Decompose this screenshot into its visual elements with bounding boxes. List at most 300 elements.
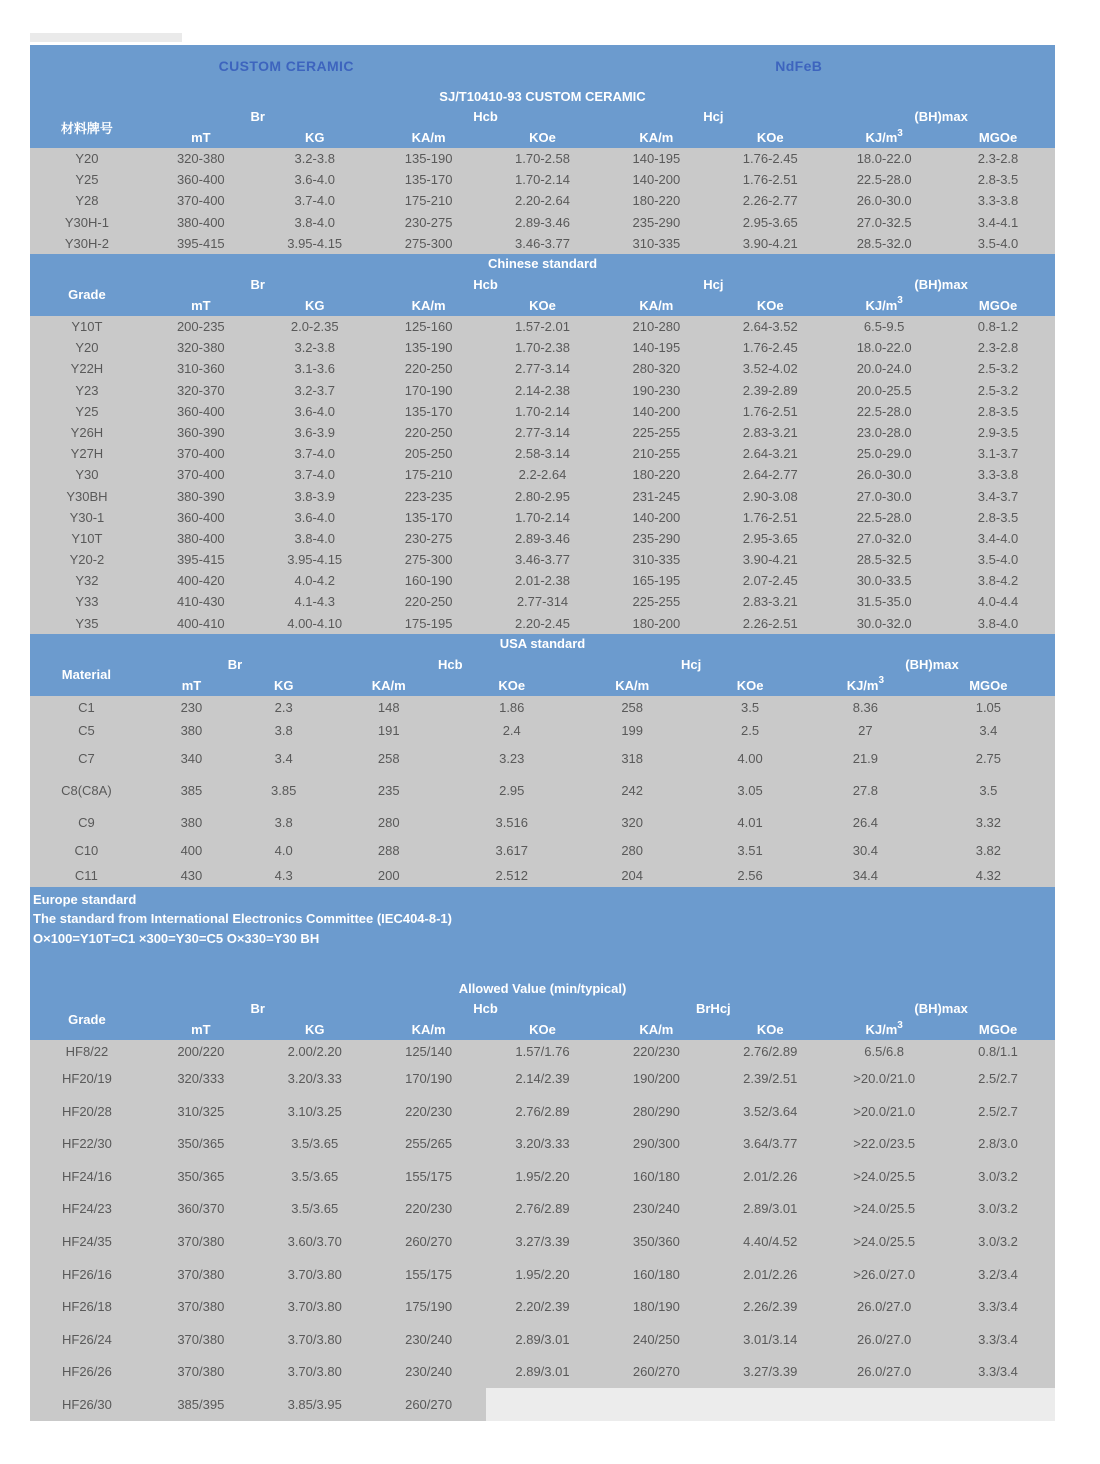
cell: 2.4 (502, 723, 521, 739)
cell: 200/220 (177, 1043, 225, 1059)
cell: 258 (377, 750, 400, 766)
cell: 4.40/4.52 (743, 1234, 798, 1250)
cell: 27 (858, 723, 873, 739)
table-row (30, 1040, 1055, 1062)
cell: 3.70/3.80 (287, 1364, 342, 1380)
cell: 2.76/2.89 (515, 1103, 570, 1119)
cell: 360/370 (177, 1201, 225, 1217)
table-row (30, 169, 1055, 190)
unit-header: mT (181, 677, 202, 693)
cell: 3.5 (741, 699, 760, 715)
table-row (30, 358, 1055, 379)
cell: 3.4 (979, 723, 998, 739)
cell: 3.4-3.7 (977, 488, 1019, 504)
table-row (30, 549, 1055, 570)
table-chinese-standard (30, 254, 1055, 634)
cell: Y25 (75, 403, 99, 419)
cell: 4.01 (737, 814, 763, 830)
cell: 135-170 (404, 172, 453, 188)
cell: 8.36 (852, 699, 879, 715)
cell: 310/325 (177, 1103, 225, 1119)
cell: 3.1-3.6 (294, 361, 335, 377)
cell: 3.4-4.1 (977, 214, 1019, 230)
cell: 3.6-3.9 (294, 424, 335, 440)
table-row (30, 807, 1055, 838)
cell: 4.00 (737, 750, 763, 766)
cell: 3.01/3.14 (743, 1331, 798, 1347)
cell: 3.82 (975, 843, 1002, 859)
cell: 27.0-32.5 (856, 214, 912, 230)
cell: 155/175 (405, 1168, 453, 1184)
cell: 160-190 (404, 573, 453, 589)
cell: C9 (78, 814, 95, 830)
cell: 3.20/3.33 (515, 1136, 570, 1152)
cell: 310-335 (632, 552, 681, 568)
cell (599, 1388, 713, 1421)
cell: >26.0/27.0 (853, 1266, 916, 1282)
table-row (30, 401, 1055, 422)
cell: 3.10/3.25 (287, 1103, 342, 1119)
cell: Y10T (71, 319, 103, 335)
cell: 3.6-4.0 (294, 509, 335, 525)
unit-header: KA/m (411, 1022, 446, 1038)
cell: 4.0-4.4 (977, 594, 1019, 610)
europe-spacer (30, 948, 1055, 978)
unit-header: KA/m (639, 130, 674, 145)
unit-header: KOe (756, 130, 784, 145)
cell: 3.27/3.39 (743, 1364, 798, 1380)
cell: 370/380 (177, 1234, 225, 1250)
cell: 220/230 (632, 1043, 680, 1059)
cell: 26.4 (852, 814, 879, 830)
cell: 148 (377, 699, 400, 715)
cell: 22.5-28.0 (856, 403, 912, 419)
table-row (30, 148, 1055, 169)
cell: 230/240 (405, 1364, 453, 1380)
cell: 280 (621, 843, 644, 859)
cell: 230-275 (404, 214, 453, 230)
cell: 199 (621, 723, 644, 739)
cell: 6.5-9.5 (863, 319, 905, 335)
cell: 3.2/3.4 (978, 1266, 1018, 1282)
table-row (30, 190, 1055, 211)
cell: 3.1-3.7 (977, 446, 1019, 462)
cell: 23.0-28.0 (856, 424, 912, 440)
cell: 3.8-4.0 (294, 530, 335, 546)
cell: HF24/23 (62, 1201, 112, 1217)
cell: 1.76-2.51 (742, 509, 798, 525)
cell: 2.07-2.45 (742, 573, 798, 589)
cell: HF26/16 (62, 1266, 112, 1282)
table-row (30, 613, 1055, 634)
europe-equivalence-line: O×100=Y10T=C1 ×300=Y30=C5 O×330=Y30 BH (33, 930, 320, 946)
cell: 191 (377, 723, 400, 739)
cell: 125-160 (404, 319, 453, 335)
cell: 3.7-4.0 (294, 467, 335, 483)
cell: >20.0/21.0 (853, 1071, 916, 1087)
table-row (30, 1193, 1055, 1226)
cell: 385 (180, 782, 203, 798)
cell: 3.90-4.21 (742, 552, 798, 568)
table-row (30, 507, 1055, 528)
cell: 2.26-2.51 (742, 615, 798, 631)
cell: 1.76-2.51 (742, 172, 798, 188)
cell: Y30H-2 (64, 235, 109, 251)
cell: 340 (180, 750, 203, 766)
cell: 360-400 (176, 509, 225, 525)
table-header (30, 86, 1055, 148)
unit-header: KJ/m $^3$ (865, 295, 903, 313)
cell: 2.95 (499, 782, 525, 798)
cell: 3.64/3.77 (743, 1136, 798, 1152)
cell: 2.01-2.38 (515, 573, 570, 589)
cell: C5 (78, 723, 95, 739)
unit-header: MGOe (978, 297, 1018, 313)
cell: 370/380 (177, 1266, 225, 1282)
cell: Y23 (75, 382, 99, 398)
cell: Y20 (75, 151, 99, 167)
table-row (30, 1095, 1055, 1128)
cell: 3.0/3.2 (978, 1168, 1018, 1184)
cell: 2.95-3.65 (742, 530, 798, 546)
cell: 280 (377, 814, 400, 830)
cell: 2.39/2.51 (743, 1071, 798, 1087)
cell: 3.52-4.02 (742, 361, 798, 377)
cell (827, 1388, 941, 1421)
unit-header: KJ/m $^3$ (846, 675, 885, 693)
cell: 280/290 (632, 1103, 680, 1119)
cell: 2.5 (741, 723, 760, 739)
europe-committee-line: The standard from International Electronics Committee (IEC404-8-1) (33, 911, 452, 927)
cell: 230/240 (405, 1331, 453, 1347)
cell: 3.6-4.0 (294, 403, 335, 419)
cell: 2.90-3.08 (742, 488, 798, 504)
cell: 2.14/2.39 (515, 1071, 570, 1087)
cell: 3.51 (737, 843, 763, 859)
cell: 2.89-3.46 (515, 214, 570, 230)
unit-header: KA/m (615, 677, 650, 693)
column-group-header: Hcj (681, 656, 702, 672)
cell: HF26/26 (62, 1364, 112, 1380)
cell: 3.32 (975, 814, 1002, 830)
cell: 225-255 (632, 424, 681, 440)
cell: 3.23 (499, 750, 525, 766)
cell: 320-370 (176, 382, 225, 398)
cell: 25.0-29.0 (856, 446, 912, 462)
cell: 3.5/3.65 (291, 1136, 339, 1152)
unit-header: mT (191, 1022, 211, 1038)
cell: 140-195 (632, 151, 681, 167)
cell: 2.8-3.5 (977, 403, 1019, 419)
cell: 3.95-4.15 (287, 552, 343, 568)
cell: 140-200 (632, 403, 681, 419)
cell: 3.46-3.77 (515, 552, 570, 568)
cell: 4.32 (975, 867, 1002, 883)
cell: 140-200 (632, 509, 681, 525)
cell: 2.77-3.14 (515, 361, 570, 377)
cell: 318 (621, 750, 644, 766)
cell: 258 (621, 699, 644, 715)
cell (941, 1388, 1055, 1421)
unit-header: KOe (529, 1022, 556, 1038)
table-row (30, 316, 1055, 337)
cell: 380-400 (176, 530, 225, 546)
cell: 395-415 (176, 235, 225, 251)
cell: 370/380 (177, 1364, 225, 1380)
cell: 170/190 (405, 1071, 453, 1087)
table-row (30, 1127, 1055, 1160)
cell: >22.0/23.5 (853, 1136, 916, 1152)
cell: 2.20-2.64 (515, 193, 570, 209)
cell: 4.00-4.10 (287, 615, 343, 631)
cell: C8(C8A) (61, 782, 112, 798)
cell: Y20 (75, 340, 99, 356)
table-row (30, 743, 1055, 774)
cell: 2.64-2.77 (742, 467, 798, 483)
unit-header: KJ/m $^3$ (865, 1019, 903, 1038)
cell: 260/270 (372, 1388, 486, 1421)
cell: 370/380 (177, 1299, 225, 1315)
cell: 2.2-2.64 (518, 467, 567, 483)
cell: HF20/19 (62, 1071, 112, 1087)
cell: 34.4 (852, 867, 879, 883)
cell: 175-210 (404, 193, 453, 209)
cell: 3.70/3.80 (287, 1331, 342, 1347)
cell: 3.85 (271, 782, 297, 798)
cell: 180-200 (632, 615, 681, 631)
table-row (30, 212, 1055, 233)
cell: 2.512 (495, 867, 529, 883)
cell: 2.3-2.8 (977, 151, 1019, 167)
cell: HF24/35 (62, 1234, 112, 1250)
cell: 230 (180, 699, 203, 715)
cell: 370-400 (176, 467, 225, 483)
cell: 31.5-35.0 (856, 594, 912, 610)
cell: 370-400 (176, 193, 225, 209)
cell: 220-250 (404, 424, 453, 440)
cell: 180-220 (632, 193, 681, 209)
cell: 280-320 (632, 361, 681, 377)
cell: 380 (180, 723, 203, 739)
cell: HF26/18 (62, 1299, 112, 1315)
table-usa-standard (30, 634, 1055, 887)
cell: Y22H (70, 361, 104, 377)
cell: 3.05 (737, 782, 763, 798)
cell: 1.86 (499, 699, 525, 715)
cell: 1.57-2.01 (515, 319, 570, 335)
cell: >24.0/25.5 (853, 1234, 916, 1250)
unit-header: KOe (736, 677, 764, 693)
cell: 360-390 (176, 424, 225, 440)
cell: 2.89/3.01 (743, 1201, 798, 1217)
column-group-header: Hcj (703, 276, 724, 292)
table-row (30, 591, 1055, 612)
cell: 2.8-3.5 (977, 172, 1019, 188)
column-group-header: Br (250, 276, 265, 292)
cell: 2.01/2.26 (743, 1266, 798, 1282)
cell: 20.0-25.5 (856, 382, 912, 398)
table-row (30, 570, 1055, 591)
cell: 27.0-30.0 (856, 488, 912, 504)
cell: Y35 (75, 615, 99, 631)
cell: 1.70-2.14 (515, 403, 570, 419)
cell: 160/180 (632, 1168, 680, 1184)
cell: 3.2-3.8 (294, 340, 335, 356)
cell: 2.83-3.21 (742, 424, 798, 440)
cell: 2.26-2.77 (742, 193, 798, 209)
grade-column-header: Material (61, 667, 111, 683)
cell: 2.9-3.5 (977, 424, 1019, 440)
cell: 18.0-22.0 (856, 340, 912, 356)
unit-header: MGOe (969, 677, 1008, 693)
cell: 235 (377, 782, 400, 798)
unit-header: KOe (529, 130, 556, 145)
cell: 310-335 (632, 235, 681, 251)
cell: 140-200 (632, 172, 681, 188)
banner-left-slot (30, 58, 543, 74)
cell: 18.0-22.0 (856, 151, 912, 167)
cell: 0.8/1.1 (978, 1043, 1018, 1059)
cell: C1 (78, 699, 95, 715)
cell: 2.64-3.52 (742, 319, 798, 335)
cell: 26.0-30.0 (856, 467, 912, 483)
table-row (30, 380, 1055, 401)
column-group-header: Hcb (437, 656, 463, 672)
cell: 2.8-3.5 (977, 509, 1019, 525)
cell: 255/265 (405, 1136, 453, 1152)
cell: 27.8 (852, 782, 879, 798)
cell: 3.3/3.4 (978, 1331, 1018, 1347)
unit-header: KG (304, 297, 325, 313)
cell: 320 (621, 814, 644, 830)
cell: 235-290 (632, 530, 681, 546)
cell: 225-255 (632, 594, 681, 610)
cell: 410-430 (176, 594, 225, 610)
custom-ceramic-link[interactable]: CUSTOM CERAMIC (218, 57, 354, 74)
table-row (30, 1258, 1055, 1291)
cell: 2.95-3.65 (742, 214, 798, 230)
cell: 1.76-2.45 (742, 151, 798, 167)
cell: 370-400 (176, 446, 225, 462)
table-row (30, 1160, 1055, 1193)
unit-header: MGOe (978, 1022, 1018, 1038)
cell (486, 1388, 600, 1421)
cell: 220/230 (405, 1201, 453, 1217)
cell: 3.90-4.21 (742, 235, 798, 251)
table-row (30, 1290, 1055, 1323)
cell: Y10T (71, 530, 103, 546)
column-group-header: Hcb (473, 276, 498, 292)
europe-title: Europe standard (33, 891, 137, 907)
ndfeb-link[interactable]: NdFeB (775, 57, 823, 74)
cell: Y33 (75, 594, 99, 610)
cell: 3.8-4.0 (977, 615, 1019, 631)
table-row (30, 233, 1055, 254)
cell: 3.8-4.0 (294, 214, 335, 230)
cell: 2.76/2.89 (743, 1043, 798, 1059)
cell: 140-195 (632, 340, 681, 356)
cell: 1.95/2.20 (515, 1168, 570, 1184)
cell: 2.77-314 (516, 594, 569, 610)
unit-header: KA/m (639, 297, 674, 313)
cell: 3.3-3.8 (977, 467, 1019, 483)
cell: 0.8-1.2 (977, 319, 1019, 335)
cell: 3.8-3.9 (294, 488, 335, 504)
cell: 3.3-3.8 (977, 193, 1019, 209)
cell: 3.60/3.70 (287, 1234, 342, 1250)
cell: 2.5/2.7 (978, 1071, 1018, 1087)
cell: 210-255 (632, 446, 681, 462)
cell: 175-210 (404, 467, 453, 483)
cell: HF22/30 (62, 1136, 112, 1152)
cell: 2.58-3.14 (515, 446, 570, 462)
cell: 2.00/2.20 (287, 1043, 342, 1059)
cell: 1.57/1.76 (515, 1043, 570, 1059)
table-row (30, 1323, 1055, 1356)
cell: 3.5-4.0 (977, 235, 1019, 251)
table-row (30, 1062, 1055, 1095)
cell: 4.1-4.3 (294, 594, 335, 610)
unit-header: KG (304, 1022, 325, 1038)
grade-column-header: 材料牌号 (60, 120, 113, 136)
grade-column-header: Grade (68, 1011, 106, 1027)
cell: 4.0-4.2 (294, 573, 335, 589)
unit-header: KA/m (639, 1022, 674, 1038)
cell: 135-190 (404, 151, 453, 167)
cell: 2.39-2.89 (742, 382, 798, 398)
cell: 3.85/3.95 (258, 1388, 372, 1421)
cell: 2.14-2.38 (515, 382, 570, 398)
table-row (30, 774, 1055, 807)
cell: 2.56 (737, 867, 763, 883)
unit-header: KOe (756, 1022, 784, 1038)
cell: C7 (78, 750, 95, 766)
cell: 175/190 (405, 1299, 453, 1315)
cell: 240/250 (632, 1331, 680, 1347)
cell: 230-275 (404, 530, 453, 546)
cell: 4.0 (274, 843, 293, 859)
table-header (30, 634, 1055, 696)
cell: 21.9 (852, 750, 879, 766)
cell: 380-390 (176, 488, 225, 504)
table-row (30, 1356, 1055, 1389)
cell: 320-380 (176, 151, 225, 167)
cell: 360-400 (176, 172, 225, 188)
cell: 290/300 (632, 1136, 680, 1152)
cell: 3.7-4.0 (294, 193, 335, 209)
cell: 2.5-3.2 (977, 382, 1019, 398)
cell: 2.89-3.46 (515, 530, 570, 546)
table-row (30, 696, 1055, 719)
cell: 28.5-32.0 (856, 235, 912, 251)
cell: 1.70-2.14 (515, 172, 570, 188)
cell: 2.5/2.7 (978, 1103, 1018, 1119)
cell: 2.83-3.21 (742, 594, 798, 610)
cell: 1.70-2.14 (515, 509, 570, 525)
cell: 3.0/3.2 (978, 1234, 1018, 1250)
cell: Y27H (70, 446, 104, 462)
cell: >24.0/25.5 (853, 1201, 916, 1217)
cell: 3.27/3.39 (515, 1234, 570, 1250)
cell: 3.95-4.15 (287, 235, 343, 251)
cell: Y32 (75, 573, 99, 589)
unit-header: KA/m (411, 297, 446, 313)
cell: 220-250 (404, 361, 453, 377)
cell: 275-300 (404, 235, 453, 251)
cell: 3.4 (274, 750, 293, 766)
cell: HF26/30 (30, 1388, 144, 1421)
cell: HF26/24 (62, 1331, 112, 1347)
